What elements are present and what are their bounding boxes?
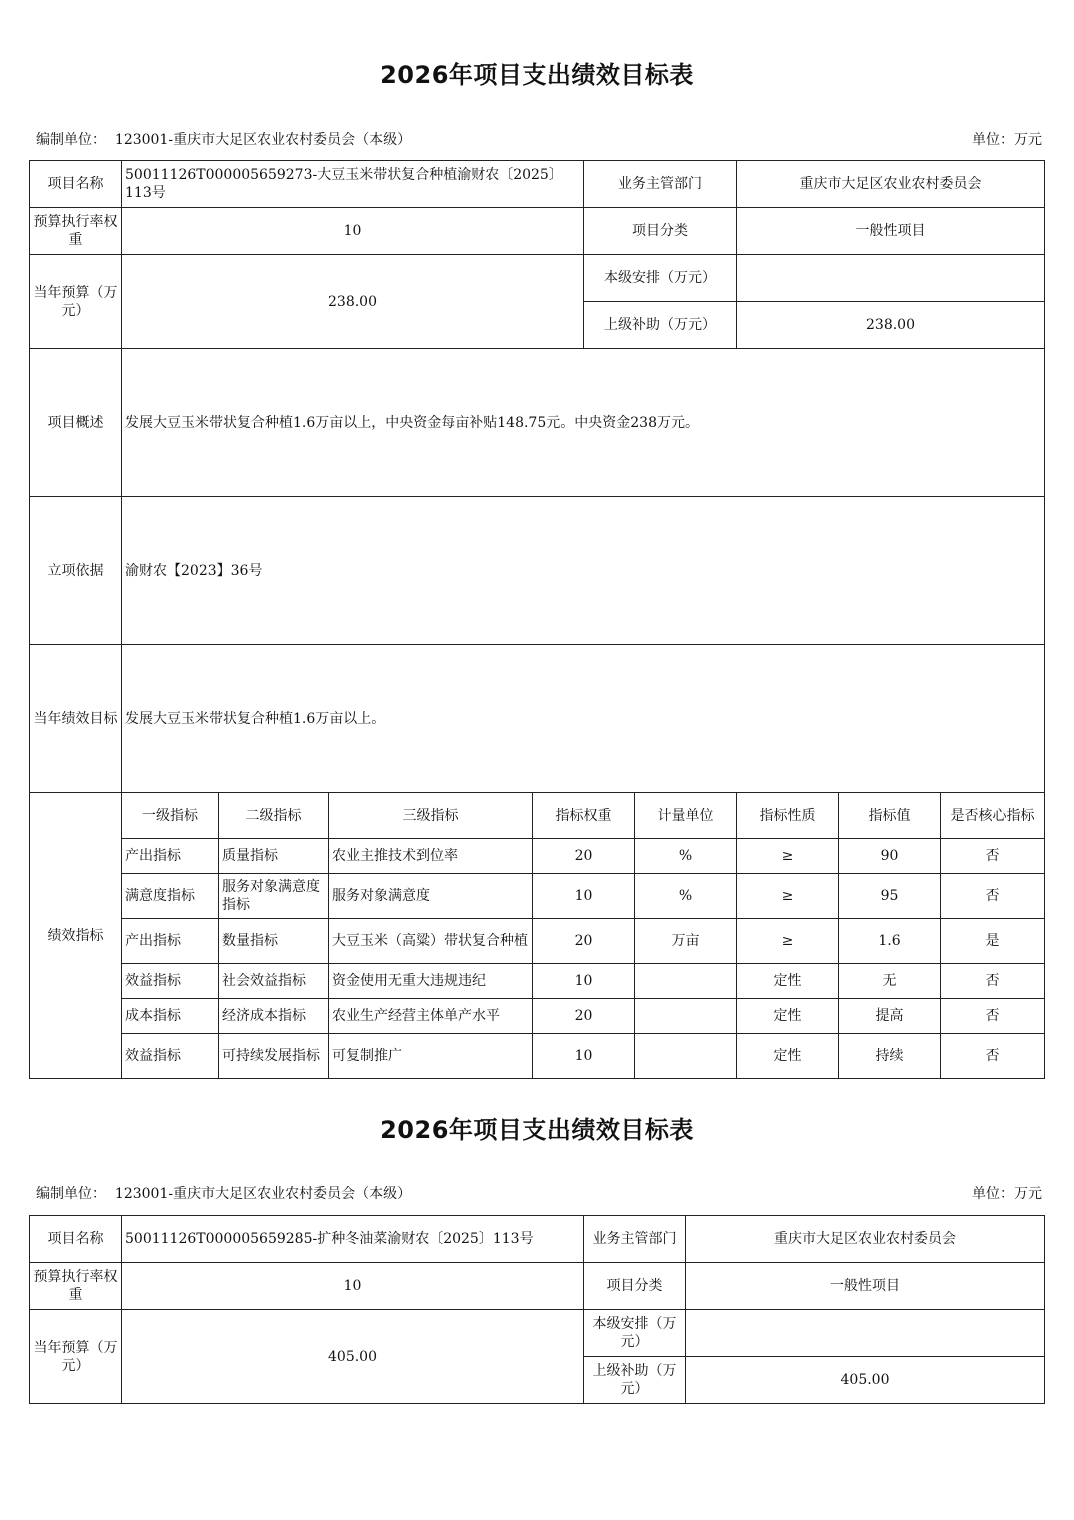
weight-cell: 20: [533, 839, 635, 874]
level3-cell: 农业主推技术到位率: [329, 839, 533, 874]
annual-budget-value: 238.00: [122, 255, 584, 349]
project-name-label: 项目名称: [30, 161, 122, 208]
budget-weight-label: 预算执行率权重: [30, 1263, 122, 1310]
local-value: [737, 255, 1045, 302]
level1-cell: 产出指标: [122, 919, 219, 964]
level3-cell: 可复制推广: [329, 1034, 533, 1079]
budget-weight-value: 10: [122, 1263, 584, 1310]
indicator-row: [30, 919, 1045, 964]
level1-cell: 满意度指标: [122, 874, 219, 919]
project-name-label: 项目名称: [30, 1216, 122, 1263]
page-title: 2026年项目支出绩效目标表: [380, 61, 694, 89]
page-title-2: 2026年项目支出绩效目标表: [380, 1116, 694, 1144]
value-cell: 持续: [839, 1034, 941, 1079]
project-info-table-2: [29, 1215, 1045, 1404]
project-name-value: 50011126T000005659273-大豆玉米带状复合种植渝财农〔2025〕113号: [122, 161, 584, 208]
nature-cell: 定性: [737, 999, 839, 1034]
value-cell: 1.6: [839, 919, 941, 964]
level1-cell: 效益指标: [122, 1034, 219, 1079]
unit-cell: [635, 1034, 737, 1079]
weight-cell: 10: [533, 964, 635, 999]
core-cell: 否: [941, 874, 1045, 919]
basis-value: 渝财农【2023】36号: [122, 497, 1045, 645]
annual-budget-value: 405.00: [122, 1310, 584, 1404]
value-cell: 90: [839, 839, 941, 874]
level3-cell: 资金使用无重大违规违纪: [329, 964, 533, 999]
category-label: 项目分类: [584, 208, 737, 255]
project-name-value: 50011126T000005659285-扩种冬油菜渝财农〔2025〕113号: [122, 1216, 584, 1263]
category-label: 项目分类: [584, 1263, 686, 1310]
value-cell: 提高: [839, 999, 941, 1034]
core-cell: 否: [941, 839, 1045, 874]
currency-unit: 单位：万元: [972, 132, 1042, 148]
category-value: 一般性项目: [737, 208, 1045, 255]
level2-cell: 质量指标: [219, 839, 329, 874]
indicator-header-row: [30, 793, 1045, 839]
core-cell: 否: [941, 999, 1045, 1034]
level2-cell: 经济成本指标: [219, 999, 329, 1034]
dept-label: 业务主管部门: [584, 1216, 686, 1263]
category-value: 一般性项目: [686, 1263, 1045, 1310]
unit-cell: [635, 999, 737, 1034]
unit-cell: 万亩: [635, 919, 737, 964]
weight-cell: 20: [533, 919, 635, 964]
goal-label: 当年绩效目标: [30, 645, 122, 793]
superior-label: 上级补助（万元）: [584, 1357, 686, 1404]
unit-cell: %: [635, 839, 737, 874]
compiling-unit: [36, 129, 411, 149]
indicator-row: [30, 1034, 1045, 1079]
annual-budget-label: 当年预算（万元）: [30, 255, 122, 349]
indicator-row: [30, 839, 1045, 874]
nature-cell: ≥: [737, 919, 839, 964]
annual-budget-label: 当年预算（万元）: [30, 1310, 122, 1404]
level1-cell: 产出指标: [122, 839, 219, 874]
indicator-header: 计量单位: [635, 793, 737, 839]
compiling-unit-value: 123001-重庆市大足区农业农村委员会（本级）: [114, 1186, 412, 1202]
currency-unit-2: 单位：万元: [972, 1186, 1042, 1202]
core-cell: 否: [941, 964, 1045, 999]
indicator-header: 指标权重: [533, 793, 635, 839]
level2-cell: 社会效益指标: [219, 964, 329, 999]
superior-label: 上级补助（万元）: [584, 302, 737, 349]
nature-cell: ≥: [737, 874, 839, 919]
unit-cell: [635, 964, 737, 999]
nature-cell: 定性: [737, 964, 839, 999]
indicator-row: [30, 999, 1045, 1034]
weight-cell: 10: [533, 874, 635, 919]
indicators-label: 绩效指标: [30, 793, 122, 1079]
overview-label: 项目概述: [30, 349, 122, 497]
compiling-unit-label: 编制单位：: [36, 1186, 106, 1202]
indicator-header: 二级指标: [219, 793, 329, 839]
indicator-header: 是否核心指标: [941, 793, 1045, 839]
overview-value: 发展大豆玉米带状复合种植1.6万亩以上，中央资金每亩补贴148.75元。中央资金238万元。: [122, 349, 1045, 497]
budget-weight-value: 10: [122, 208, 584, 255]
dept-label: 业务主管部门: [584, 161, 737, 208]
unit-cell: %: [635, 874, 737, 919]
dept-value: 重庆市大足区农业农村委员会: [686, 1216, 1045, 1263]
level3-cell: 农业生产经营主体单产水平: [329, 999, 533, 1034]
budget-weight-label: 预算执行率权重: [30, 208, 122, 255]
superior-value: 405.00: [686, 1357, 1045, 1404]
weight-cell: 10: [533, 1034, 635, 1079]
superior-value: 238.00: [737, 302, 1045, 349]
core-cell: 是: [941, 919, 1045, 964]
local-label: 本级安排（万元）: [584, 1310, 686, 1357]
level2-cell: 可持续发展指标: [219, 1034, 329, 1079]
core-cell: 否: [941, 1034, 1045, 1079]
nature-cell: ≥: [737, 839, 839, 874]
level3-cell: 大豆玉米（高粱）带状复合种植: [329, 919, 533, 964]
weight-cell: 20: [533, 999, 635, 1034]
indicator-header: 指标值: [839, 793, 941, 839]
compiling-unit-2: [36, 1183, 411, 1203]
level1-cell: 成本指标: [122, 999, 219, 1034]
indicator-header: 一级指标: [122, 793, 219, 839]
basis-label: 立项依据: [30, 497, 122, 645]
indicator-row: [30, 964, 1045, 999]
indicator-header: 指标性质: [737, 793, 839, 839]
level2-cell: 数量指标: [219, 919, 329, 964]
indicator-header: 三级指标: [329, 793, 533, 839]
indicator-row: [30, 874, 1045, 919]
compiling-unit-label: 编制单位：: [36, 132, 106, 148]
project-info-table: [29, 160, 1045, 1079]
value-cell: 95: [839, 874, 941, 919]
level3-cell: 服务对象满意度: [329, 874, 533, 919]
level2-cell: 服务对象满意度指标: [219, 874, 329, 919]
goal-value: 发展大豆玉米带状复合种植1.6万亩以上。: [122, 645, 1045, 793]
local-value: [686, 1310, 1045, 1357]
local-label: 本级安排（万元）: [584, 255, 737, 302]
nature-cell: 定性: [737, 1034, 839, 1079]
value-cell: 无: [839, 964, 941, 999]
compiling-unit-value: 123001-重庆市大足区农业农村委员会（本级）: [114, 132, 412, 148]
level1-cell: 效益指标: [122, 964, 219, 999]
dept-value: 重庆市大足区农业农村委员会: [737, 161, 1045, 208]
